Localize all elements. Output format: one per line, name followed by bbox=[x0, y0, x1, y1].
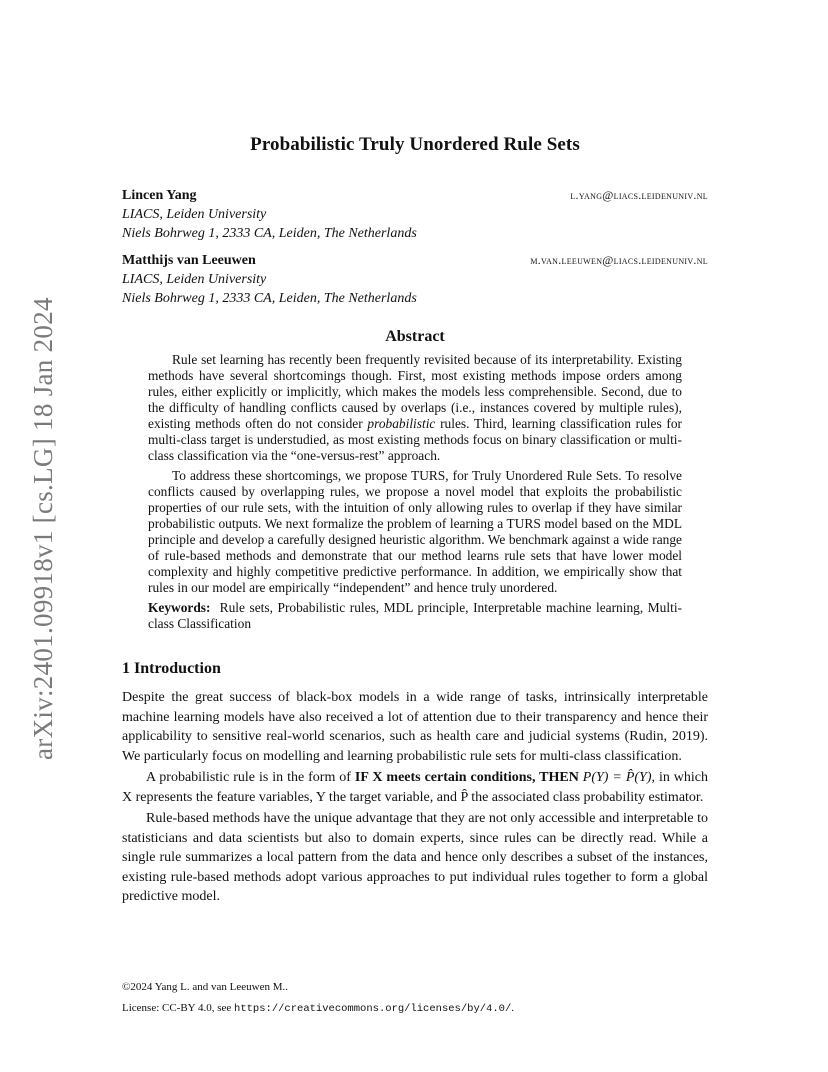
math-expression: P(Y) = P̂(Y) bbox=[578, 770, 652, 785]
body-text: , in which X represents the feature variables, Y the target variable, and P̂ the associated class probability estimator. bbox=[122, 770, 708, 805]
author-email[interactable]: l.yang@liacs.leidenuniv.nl bbox=[570, 188, 708, 202]
license-text-end: . bbox=[511, 1002, 515, 1014]
paper-title: Probabilistic Truly Unordered Rule Sets bbox=[250, 134, 580, 155]
abstract-text: rules. Third, learning classification rules for multi-class target is understudied, as most existing methods focus on binary classification or multi-class classification via the “one-versus-rest” approach. bbox=[148, 416, 682, 463]
author-affiliation: LIACS, Leiden University bbox=[122, 272, 267, 287]
body-paragraph: Despite the great success of black-box models in a wide range of tasks, intrinsically interpretable machine learning models have also received a lot of attention due to their transparency and hence their applicability to sensitive real-world scenarios, such as health care and judicial systems (Rudin, 2019). We particularly focus on modelling and learning probabilistic rule sets for multi-class classification. bbox=[122, 690, 708, 764]
arxiv-identifier-stamp[interactable]: arXiv:2401.09918v1 [cs.LG] 18 Jan 2024 bbox=[28, 297, 58, 760]
section-heading-introduction: 1 Introduction bbox=[122, 660, 221, 677]
copyright-line: ©2024 Yang L. and van Leeuwen M.. bbox=[122, 981, 288, 993]
abstract-heading: Abstract bbox=[385, 328, 445, 345]
body-paragraph: Rule-based methods have the unique advantage that they are not only accessible and interpretable to statisticians and data scientists but also to domain experts, since rules can be directly read. While a single rule summarizes a local pattern from the data and hence only describes a subset of the instances, existing rule-based methods adopt various approaches to put individual rules together to form a global predictive model. bbox=[122, 811, 708, 904]
keywords-list: Rule sets, Probabilistic rules, MDL principle, Interpretable machine learning, Multi-class Classification bbox=[148, 600, 682, 631]
body-paragraph bbox=[122, 768, 708, 807]
author-block-2 bbox=[122, 251, 708, 308]
author-name: Lincen Yang bbox=[122, 188, 197, 203]
license-link[interactable]: https://creativecommons.org/licenses/by/4.0/ bbox=[234, 1003, 512, 1015]
abstract-paragraph: To address these shortcomings, we propose TURS, for Truly Unordered Rule Sets. To resolve conflicts caused by overlapping rules, we propose a novel model that exploits the probabilistic properties of our rule sets, with the intuition of only allowing rules to overlap if they have similar probabilistic outputs. We next formalize the problem of learning a TURS model based on the MDL principle and develop a carefully designed heuristic algorithm. We benchmark against a wide range of rule-based methods and demonstrate that our method learns rule sets that have lower model complexity and highly competitive predictive performance. In addition, we empirically show that rules in our model are empirically “independent” and hence truly unordered. bbox=[148, 468, 682, 595]
abstract-body bbox=[148, 352, 682, 632]
license-text: License: CC-BY 4.0, see bbox=[122, 1002, 235, 1014]
author-email[interactable]: m.van.leeuwen@liacs.leidenuniv.nl bbox=[530, 253, 708, 267]
body-text: A probabilistic rule is in the form of bbox=[146, 770, 355, 785]
introduction-body bbox=[122, 688, 708, 907]
abstract-emphasis: probabilistic bbox=[367, 416, 436, 431]
keywords bbox=[148, 600, 682, 632]
author-address: Niels Bohrweg 1, 2333 CA, Leiden, The Netherlands bbox=[122, 226, 417, 241]
abstract-text: Rule set learning has recently been frequently revisited because of its interpretability. Existing methods have several shortcomings though. First, most existing methods impose orders among rules, either explicitly or implicitly, which makes the models less comprehensible. Second, due to the difficulty of handling conflicts caused by overlaps (i.e., instances covered by multiple rules), existing methods often do not consider bbox=[148, 352, 682, 431]
author-name: Matthijs van Leeuwen bbox=[122, 253, 256, 268]
keywords-label: Keywords: bbox=[148, 600, 211, 615]
author-affiliation: LIACS, Leiden University bbox=[122, 207, 267, 222]
abstract-paragraph bbox=[148, 352, 682, 464]
author-block-1 bbox=[122, 186, 708, 243]
rule-form-bold: IF X meets certain conditions, THEN bbox=[354, 770, 579, 785]
footnotes bbox=[122, 980, 708, 1023]
author-address: Niels Bohrweg 1, 2333 CA, Leiden, The Netherlands bbox=[122, 291, 417, 306]
paper-content bbox=[122, 134, 708, 909]
license-line bbox=[122, 1001, 708, 1017]
